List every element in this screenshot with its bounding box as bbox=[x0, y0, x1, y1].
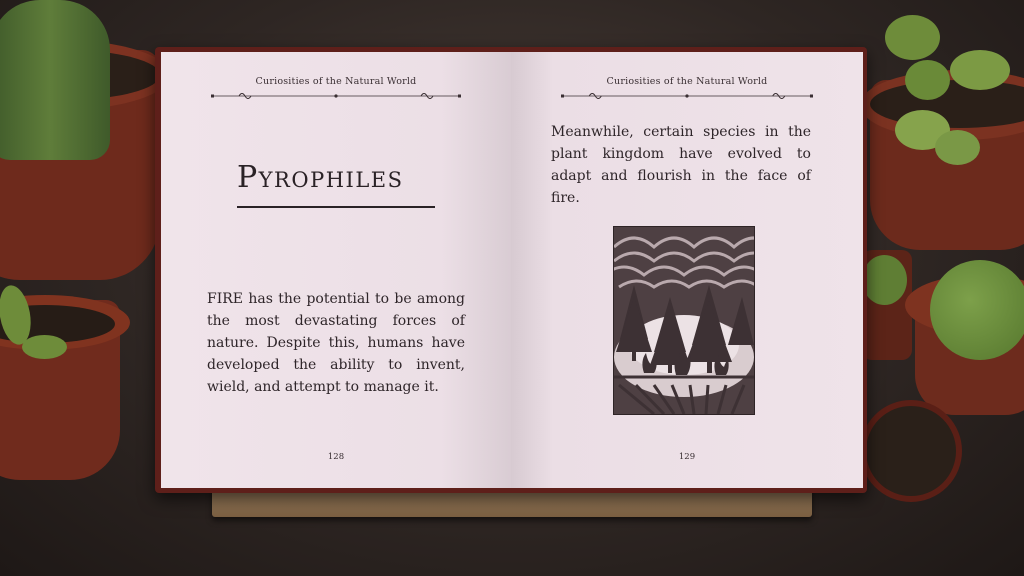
body-text: Meanwhile, certain species in the plant kingdom have evolved to adapt and flourish in the face of fire. bbox=[551, 124, 811, 206]
right-page[interactable] bbox=[511, 52, 863, 488]
succulent-leaf bbox=[935, 130, 980, 165]
running-head: Curiosities of the Natural World bbox=[255, 76, 417, 87]
cactus bbox=[0, 0, 110, 160]
header-ornament bbox=[561, 90, 813, 102]
succulent-leaf bbox=[950, 50, 1010, 90]
title-underline bbox=[237, 206, 435, 208]
body-text: FIRE has the potential to be among the most devastating forces of nature. Despite this, humans have developed the ability to invent, wield, and attempt to manage it. bbox=[207, 291, 465, 395]
succulent-leaf bbox=[905, 60, 950, 100]
header-ornament bbox=[211, 90, 461, 102]
succulent-leaf bbox=[885, 15, 940, 60]
running-head: Curiosities of the Natural World bbox=[606, 76, 768, 87]
succulent-leaf bbox=[862, 255, 907, 305]
pot-saucer bbox=[860, 400, 962, 502]
page-title: Pyrophiles bbox=[237, 160, 404, 195]
plant-leaf bbox=[22, 335, 67, 359]
page-number: 128 bbox=[327, 452, 345, 462]
left-page[interactable] bbox=[161, 52, 511, 488]
cactus bbox=[930, 260, 1024, 360]
page-number: 129 bbox=[678, 452, 696, 462]
forest-fire-woodcut-icon bbox=[613, 226, 755, 415]
